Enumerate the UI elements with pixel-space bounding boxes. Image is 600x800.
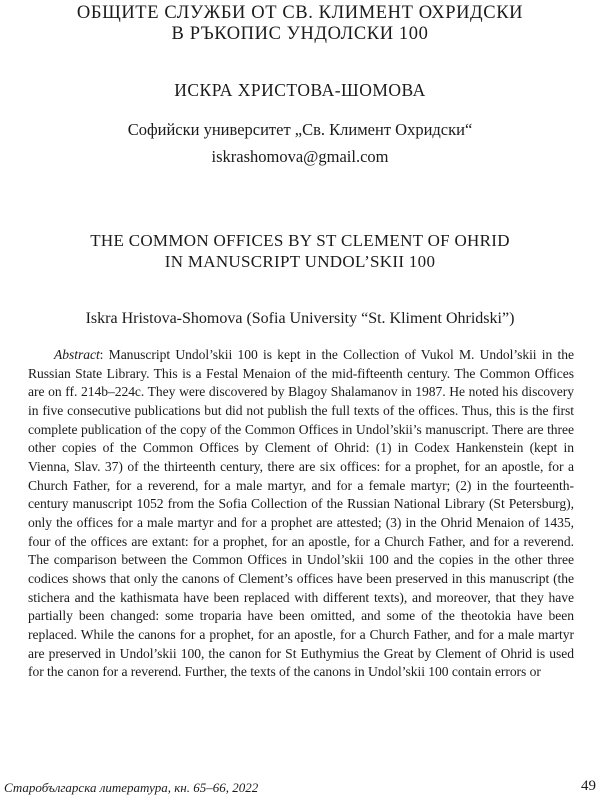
author-email: iskrashomova@gmail.com	[211, 147, 389, 166]
title-bg-line-2: В РЪКОПИС УНДОЛСКИ 100	[171, 24, 429, 44]
article-title-bulgarian	[0, 3, 600, 45]
author-affiliation-bulgarian: Софийски университет „Св. Климент Охридски“	[127, 120, 473, 139]
title-bg-line-1: ОБЩИТЕ СЛУЖБИ ОТ СВ. КЛИМЕНТ ОХРИДСКИ	[76, 3, 524, 23]
article-title-english	[0, 230, 600, 272]
author-line-english: Iskra Hristova-Shomova (Sofia University “St. Kliment Ohridski”)	[85, 310, 515, 327]
journal-citation: Старобългарска литература, кн. 65–66, 2022	[4, 780, 259, 795]
page-number: 49	[581, 778, 596, 794]
abstract-text: : Manuscript Undol’skii 100 is kept in the Collection of Vukol M. Undol’skii in the Russian State Library. This is a Festal Menaion of the mid-fifteenth century. The Common Offices are on ff. 214b–224c. They were discovered by Blagoy Shalamanov in 1987. He noted his discovery in five consecutive publications but did not publish the full texts of the offices. Thus, this is the first complete publication of the copy of the Common Offices in Undol’skii’s manuscript. There are three other copies of the Common Offices by Clement of Ohrid: (1) in Codex Hankenstein (kept in Vienna, Slav. 37) of the thirteenth century, there are six offices: for a prophet, for an apostle, for a Church Father, for a reverend, for a male martyr, and for a female martyr; (2) in the fourteenth-century manuscript 1052 from the Sofia Collection of the Russian National Library (St Petersburg), only the offices for a male martyr and for a prophet are attested; (3) in the Ohrid Menaion of 1435, four of the offices are extant: for a prophet, for an apostle, for a Church Father, and for a reverend. The comparison between the Common Offices in Undol’skii 100 and the copies in the other three codices shows that only the canons of Clement’s offices have been preserved in this manuscript (the stichera and the kathismata have been replaced with different texts), and moreover, that they have partially been changed: some troparia have been omitted, and some of the theotokia have been replaced. While the canons for a prophet, for an apostle, for a Church Father, and for a male martyr are preserved in Undol’skii 100, the canon for St Euthymius the Great by Clement of Ohrid is used for the canon for a reverend. Further, the texts of the canons in Undol’skii 100 contain errors or	[28, 347, 574, 680]
author-name-bulgarian: ИСКРА ХРИСТОВА-ШОМОВА	[174, 80, 426, 100]
title-en-line-1: THE COMMON OFFICES BY ST CLEMENT OF OHRID	[90, 231, 510, 250]
abstract-paragraph	[28, 346, 574, 682]
title-en-line-2: IN MANUSCRIPT UNDOL’SKII 100	[164, 252, 436, 271]
abstract-label: Abstract	[54, 347, 100, 362]
